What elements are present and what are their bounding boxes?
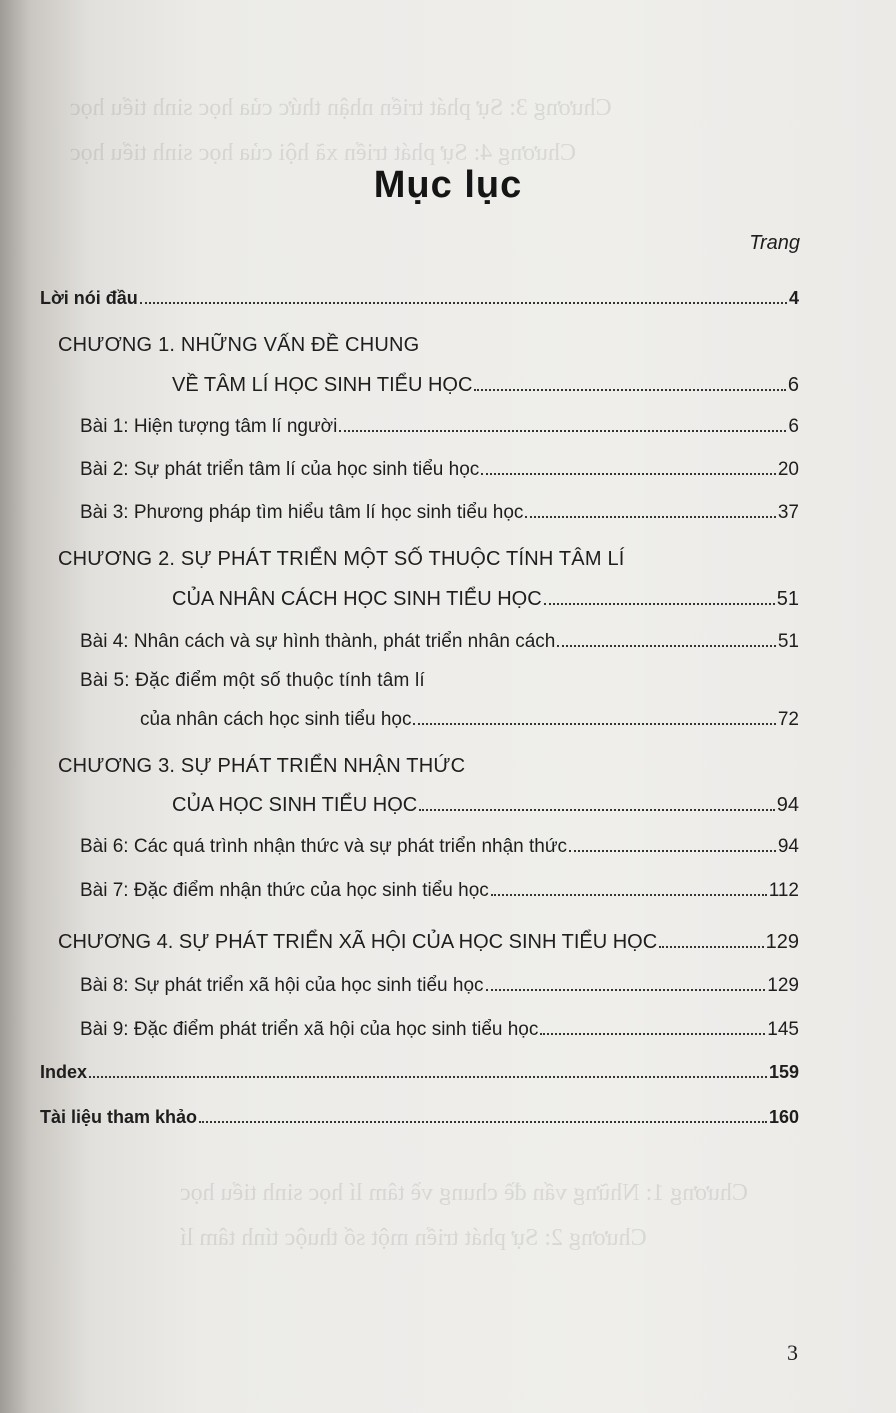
toc-entry-page: 4: [788, 288, 799, 308]
toc-entry-bai-5[interactable]: [140, 705, 799, 731]
toc-entry-references[interactable]: [40, 1103, 799, 1129]
toc-entry-label: CỦA NHÂN CÁCH HỌC SINH TIỂU HỌC: [172, 588, 542, 610]
chapter-1-heading[interactable]: CHƯƠNG 1. NHỮNG VẤN ĐỀ CHUNG: [58, 334, 420, 356]
toc-entry-page: 94: [776, 794, 799, 816]
page-title: Mục lục: [373, 164, 523, 206]
toc-entry-page: 94: [777, 836, 799, 857]
dot-leader: [339, 412, 786, 432]
dot-leader: [413, 705, 775, 725]
dot-leader: [569, 832, 776, 852]
toc-entry-chapter-2[interactable]: [172, 585, 799, 611]
dot-leader: [486, 971, 766, 991]
toc-entry-page: 160: [768, 1107, 799, 1127]
toc-entry-bai-6[interactable]: [80, 832, 799, 858]
chapter-3-heading[interactable]: CHƯƠNG 3. SỰ PHÁT TRIỂN NHẬN THỨC: [58, 755, 466, 777]
dot-leader: [474, 371, 785, 391]
toc-entry-page: 112: [768, 880, 799, 901]
dot-leader: [659, 928, 763, 948]
dot-leader: [140, 284, 787, 304]
toc-entry-label: Bài 7: Đặc điểm nhận thức của học sinh tiểu học: [80, 880, 489, 901]
toc-entry-page: 129: [765, 931, 799, 953]
toc-entry-page: 72: [777, 709, 799, 730]
toc-entry-bai-9[interactable]: [80, 1015, 799, 1041]
toc-entry-page: 145: [767, 1019, 799, 1040]
toc-entry-foreword[interactable]: [40, 284, 799, 310]
dot-leader: [419, 791, 775, 811]
toc-entry-page: 6: [787, 374, 799, 396]
dot-leader: [540, 1015, 765, 1035]
toc-entry-chapter-1[interactable]: [172, 371, 799, 397]
toc-entry-label: Index: [40, 1062, 88, 1082]
toc-entry-label: Tài liệu tham khảo: [40, 1107, 198, 1127]
toc-entry-bai-2[interactable]: [80, 455, 799, 481]
dot-leader: [491, 876, 767, 896]
toc-entry-page: 51: [776, 588, 799, 610]
toc-entry-bai-3[interactable]: [80, 498, 799, 524]
dot-leader: [557, 627, 775, 647]
chapter-2-heading[interactable]: CHƯƠNG 2. SỰ PHÁT TRIỂN MỘT SỐ THUỘC TÍNH TÂM LÍ: [58, 548, 625, 570]
toc-entry-bai-1[interactable]: [80, 412, 799, 438]
toc-entry-chapter-4[interactable]: [58, 928, 799, 954]
toc-entry-bai-8[interactable]: [80, 971, 799, 997]
toc-entry-label: CHƯƠNG 4. SỰ PHÁT TRIỂN XÃ HỘI CỦA HỌC SINH TIỂU HỌC: [58, 931, 658, 953]
dot-leader: [199, 1103, 767, 1123]
toc-entry-label: CỦA HỌC SINH TIỂU HỌC: [172, 794, 418, 816]
toc-entry-page: 6: [788, 416, 799, 437]
toc-entry-label: VỀ TÂM LÍ HỌC SINH TIỂU HỌC: [172, 374, 473, 396]
toc-entry-bai-7[interactable]: [80, 876, 799, 902]
toc-entry-page: 51: [777, 631, 799, 652]
toc-entry-label: Bài 2: Sự phát triển tâm lí của học sinh tiểu học: [80, 459, 480, 480]
dot-leader: [544, 585, 775, 605]
toc-entry-label: của nhân cách học sinh tiểu học: [140, 709, 412, 730]
toc-entry-page: 20: [777, 459, 799, 480]
bai-5-heading[interactable]: Bài 5: Đặc điểm một số thuộc tính tâm lí: [80, 670, 425, 691]
toc-entry-label: Lời nói đầu: [40, 288, 138, 308]
toc-entry-label: Bài 4: Nhân cách và sự hình thành, phát triển nhân cách: [80, 631, 556, 652]
page-column-label: Trang: [749, 232, 800, 254]
toc-entry-label: Bài 1: Hiện tượng tâm lí người: [80, 416, 338, 437]
toc-entry-index[interactable]: [40, 1058, 799, 1084]
toc-entry-page: 37: [777, 502, 799, 523]
toc-entry-label: Bài 9: Đặc điểm phát triển xã hội của học sinh tiểu học: [80, 1019, 539, 1040]
toc-entry-bai-4[interactable]: [80, 627, 799, 653]
toc-entry-label: Bài 6: Các quá trình nhận thức và sự phát triển nhận thức: [80, 836, 568, 857]
dot-leader: [89, 1058, 767, 1078]
page-number: 3: [787, 1340, 798, 1365]
toc-entry-label: Bài 3: Phương pháp tìm hiểu tâm lí học sinh tiểu học: [80, 502, 524, 523]
dot-leader: [481, 455, 776, 475]
toc-entry-page: 129: [767, 975, 799, 996]
toc-entry-page: 159: [768, 1062, 799, 1082]
toc-entry-chapter-3[interactable]: [172, 791, 799, 817]
toc-entry-label: Bài 8: Sự phát triển xã hội của học sinh tiểu học: [80, 975, 484, 996]
dot-leader: [525, 498, 775, 518]
